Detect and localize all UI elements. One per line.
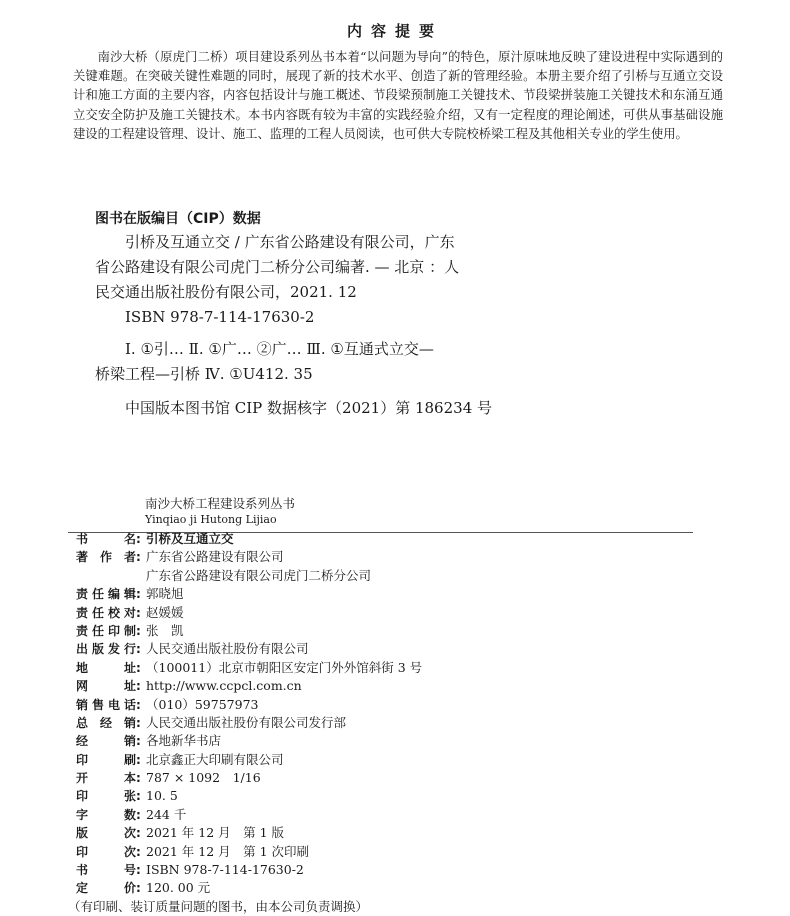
info-row [76,530,422,548]
info-label: 经销 [76,734,136,749]
info-row [76,787,422,805]
info-row [76,622,422,640]
info-row [76,640,422,658]
publication-info [68,530,423,916]
cip-isbn: ISBN 978-7-114-17630-2 [125,308,315,326]
info-label: 地址 [76,660,136,675]
info-value: （100011）北京市朝阳区安定门外外馆斜街 3 号 [146,659,423,675]
colon: : [136,789,141,804]
colon: : [136,826,141,841]
series-pinyin: Yinqiao ji Hutong Lijiao [145,513,277,526]
colon: : [136,863,141,878]
info-row [76,843,422,861]
info-row [76,585,422,603]
info-row [76,714,422,732]
info-row [76,604,422,622]
info-row [76,806,422,824]
colon: : [136,715,141,730]
info-row [76,567,422,585]
info-row [76,879,422,897]
info-value: 各地新华书店 [146,733,222,749]
colon: : [136,734,141,749]
info-value: 广东省公路建设有限公司 [146,549,284,565]
info-value: 人民交通出版社股份有限公司 [146,641,309,657]
info-row [76,548,422,566]
summary-paragraph: 南沙大桥（原虎门二桥）项目建设系列丛书本着“以问题为导向”的特色，原汁原味地反映了建设进程中实际遇到的关键难题。在突破关键性难题的同时，展现了新的技术水平、创造了新的管理经验。本册主要介绍了引桥与互通立交设计和施工方面的主要内容，内容包括设计与施工概述、节段梁预制施工关键技术、节段梁拼装施工关键技术和东涌互通立交安全防护及施工关键技术。本书内容既有较为丰富的实践经验介绍，又有一定程度的理论阐述，可供从事基础设施建设的工程建设管理、设计、施工、监理的工程人员阅读，也可供大专院校桥梁工程及其他相关专业的学生使用。 [73,50,723,141]
info-value: 张 凯 [146,622,184,638]
cip-data-block [95,230,495,421]
info-label: 销售电话 [76,697,136,712]
website-link: http://www.ccpcl.com.cn [146,678,302,694]
colon: : [136,844,141,859]
info-label: 出版发行 [76,642,136,657]
summary-section [73,48,723,144]
info-row [76,861,422,879]
colon: : [136,771,141,786]
info-value: 郭晓旭 [146,586,184,602]
info-label: 版次 [76,826,136,841]
info-value: （010）59757973 [146,696,259,712]
cip-record-number: 中国版本图书馆 CIP 数据核字（2021）第 186234 号 [125,399,493,417]
info-label: 责任校对 [76,605,136,620]
colon: : [136,697,141,712]
cip-heading: 图书在版编目（CIP）数据 [95,211,261,227]
info-row [76,769,422,787]
info-label: 网址 [76,679,136,694]
info-value: 10. 5 [146,788,178,804]
cip-line: 引桥及互通立交 / 广东省公路建设有限公司，广东 [125,233,455,251]
note-text: （有印刷、装订质量问题的图书，由本公司负责调换） [68,898,369,914]
info-value: 2021 年 12 月 第 1 版 [146,825,285,841]
info-row [76,824,422,842]
colon: : [136,623,141,638]
cip-line: 民交通出版社股份有限公司，2021. 12 [95,283,357,301]
cip-classification: Ⅰ. ①引… Ⅱ. ①广… ②广… Ⅲ. ①互通式立交— [125,340,434,358]
info-value: ISBN 978-7-114-17630-2 [146,862,304,878]
info-value: 244 千 [146,806,187,822]
info-row [76,732,422,750]
info-row [76,751,422,769]
colon: : [136,532,141,546]
info-label: 总经销 [76,715,136,730]
info-label: 印张 [76,789,136,804]
info-label: 责任印制 [76,623,136,638]
colon: : [136,679,141,694]
info-label: 定价 [76,881,136,896]
summary-title: 内容提要 [346,22,443,40]
quality-note [68,898,422,916]
colon: : [136,881,141,896]
info-label: 著作者 [76,550,136,565]
info-row [76,677,422,695]
series-name: 南沙大桥工程建设系列丛书 [145,496,296,511]
info-row [76,696,422,714]
cip-classification-cont: 桥梁工程—引桥 Ⅳ. ①U412. 35 [95,365,313,383]
info-value: 2021 年 12 月 第 1 次印刷 [146,843,310,859]
info-label: 书名 [76,532,136,546]
colon: : [136,752,141,767]
book-title: 引桥及互通立交 [146,531,234,546]
info-value: 赵媛媛 [146,604,184,620]
colon: : [136,605,141,620]
colon: : [136,642,141,657]
colon: : [136,550,141,565]
info-value: 广东省公路建设有限公司虎门二桥分公司 [146,567,372,583]
info-value: 北京鑫正大印刷有限公司 [146,751,284,767]
cip-line: 省公路建设有限公司虎门二桥分公司编著. — 北京 ：人 [95,258,460,276]
info-value: 120. 00 元 [146,880,211,896]
info-value: 787 × 1092 1/16 [146,770,261,786]
info-label: 书号 [76,863,136,878]
info-label: 字数 [76,807,136,822]
info-label: 印次 [76,844,136,859]
info-value: 人民交通出版社股份有限公司发行部 [146,714,347,730]
colon: : [136,660,141,675]
info-row [76,659,422,677]
colon: : [136,807,141,822]
info-label: 开本 [76,771,136,786]
info-label: 印刷 [76,752,136,767]
colon: : [136,587,141,602]
info-label: 责任编辑 [76,587,136,602]
